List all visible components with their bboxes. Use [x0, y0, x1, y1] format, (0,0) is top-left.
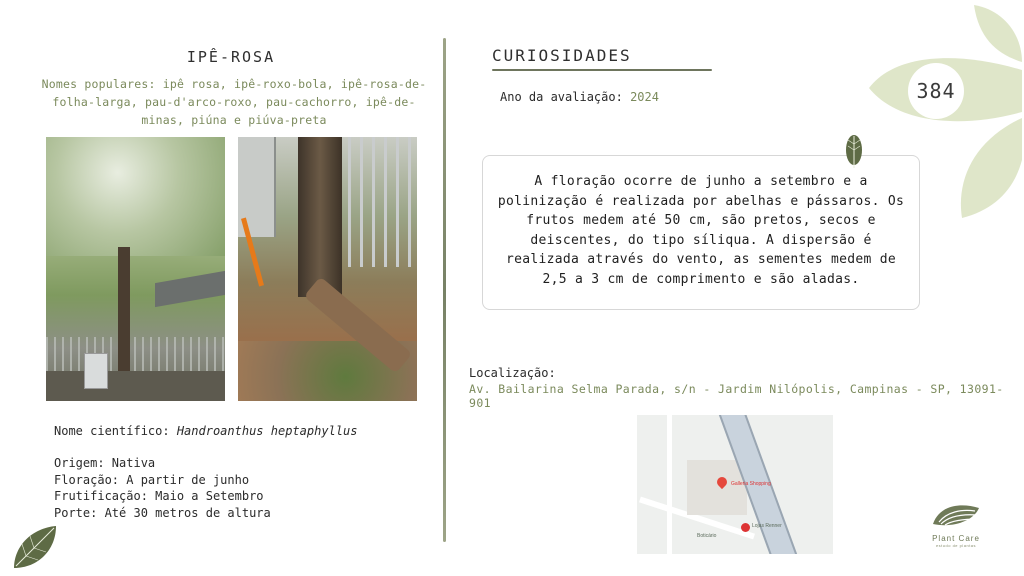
tree-title: IPÊ-ROSA — [186, 48, 276, 66]
location-label: Localização: — [469, 366, 556, 380]
map-road — [667, 415, 672, 554]
brand-logo — [918, 500, 994, 548]
tree-facts — [54, 455, 271, 521]
popular-names: Nomes populares: ipê rosa, ipê-roxo-bola, ipê-rosa-de-folha-larga, pau-d'arco-roxo, pau-cachorro, ipê-de-minas, piúna e piúva-preta — [41, 77, 427, 127]
evaluation-year — [500, 90, 659, 104]
map-label-mall: Galleria Shopping — [731, 481, 771, 487]
curiosities-title: CURIOSIDADES — [492, 46, 632, 65]
brand-tagline: estudo de plantas — [935, 543, 977, 548]
curiosities-underline — [492, 69, 712, 71]
fact-fruiting: Frutificação: Maio a Setembro — [54, 489, 264, 503]
photo-electric-box — [84, 353, 108, 389]
scientific-name-value: Handroanthus heptaphyllus — [176, 424, 358, 438]
location-map[interactable] — [637, 415, 833, 554]
scientific-name-label: Nome científico: — [54, 424, 170, 438]
map-label-shop: Boticário — [697, 533, 717, 539]
column-divider — [443, 38, 446, 542]
photo2-fence — [348, 137, 417, 267]
plant-care-logo-icon — [929, 500, 983, 528]
photo-foliage — [46, 137, 225, 256]
fact-flowering: Floração: A partir de junho — [54, 472, 250, 487]
photo-fence — [46, 337, 225, 371]
brand-name: Plant Care — [932, 534, 980, 543]
photo-ground — [46, 371, 225, 401]
scientific-name-line — [54, 424, 357, 438]
map-label-store: Lojas Renner — [752, 523, 782, 529]
tree-photo-full — [46, 137, 225, 401]
fact-origin: Origem: Nativa — [54, 456, 156, 470]
year-label: Ano da avaliação: — [500, 90, 623, 104]
fact-size: Porte: Até 30 metros de altura — [54, 505, 271, 520]
photo-shelter-roof — [155, 271, 225, 307]
tree-number-badge: 384 — [908, 63, 964, 119]
bottom-leaf-icon — [10, 522, 60, 572]
map-store-icon — [741, 523, 750, 532]
location-address: Av. Bailarina Selma Parada, s/n - Jardim Nilópolis, Campinas - SP, 13091-901 — [469, 382, 1004, 410]
tree-photo-trunk — [238, 137, 417, 401]
photo2-trunk — [298, 137, 342, 297]
year-value: 2024 — [630, 90, 659, 104]
curiosity-text: A floração ocorre de junho a setembro e a polinização é realizada por abelhas e pássaros. Os frutos medem até 50 cm, são pretos, secos e deiscentes, do tipo síliqua. A dispersão é realizada através do vento, as sementes medem de 2,5 a 3 cm de comprimento e são aladas. — [497, 174, 905, 287]
